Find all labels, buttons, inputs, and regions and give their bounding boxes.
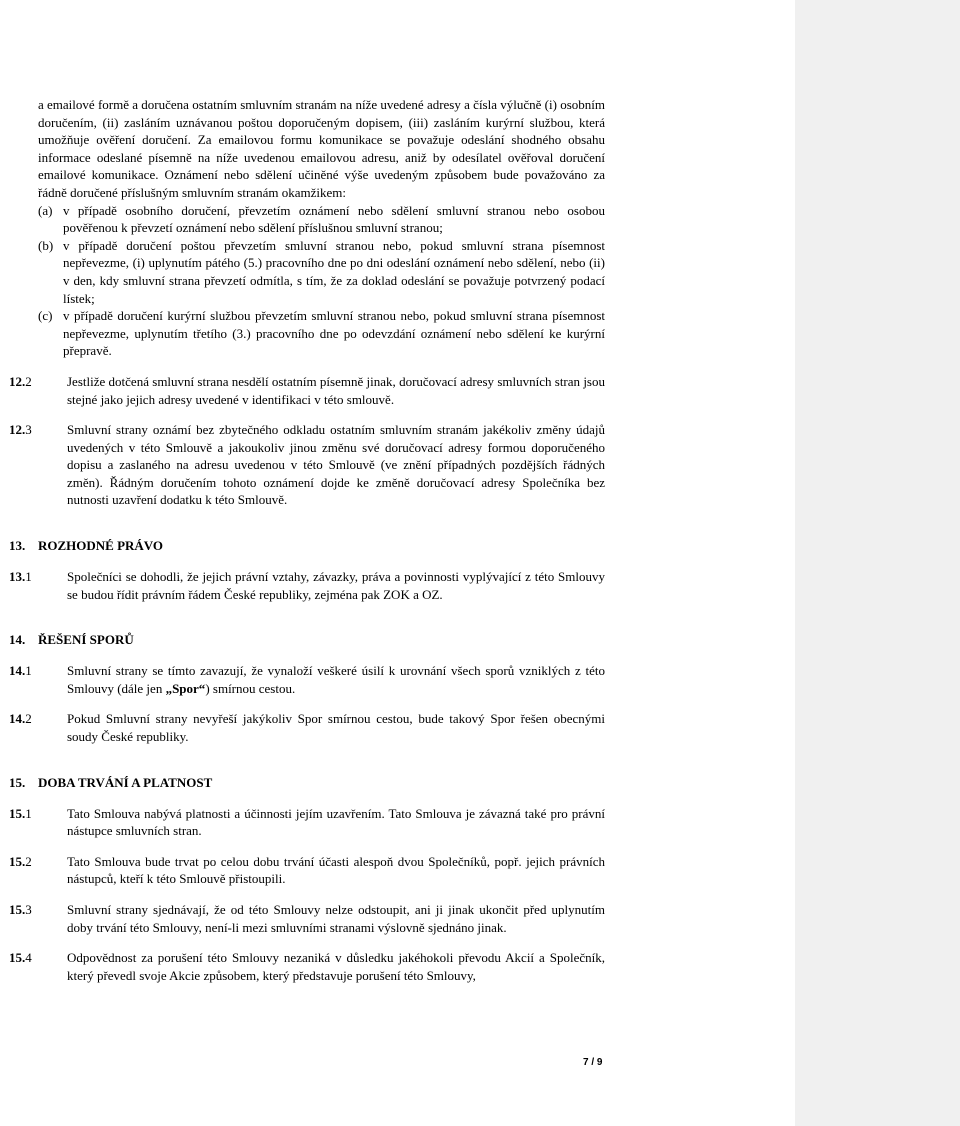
clause-13-1 (9, 568, 605, 603)
clause-number (9, 901, 38, 919)
list-item-text: v případě doručení poštou převzetím smluvní stranou nebo, pokud smluvní strana písemnost nepřevezme, (i) uplynutím pátého (5.) pracovního dne po dni odeslání oznámení nebo sdělení, nebo (ii) v den, kdy smluvní strana převzetí odmítla, s tím, že za doklad odeslání se považuje potvrzený podací lístek; (63, 237, 605, 306)
clause-number (9, 710, 38, 728)
clause-number (9, 373, 38, 391)
clause-number (9, 662, 38, 680)
comment-margin-pane (795, 0, 960, 1126)
clause-text (67, 663, 605, 696)
clause-12-3 (9, 421, 605, 509)
clause-text: Smluvní strany oznámí bez zbytečného odkladu ostatním smluvním stranám jakékoliv změny údajů uvedených v této Smlouvě a jakoukoliv jinou změnu své doručovací adresy formou doporučeného dopisu a zaslaného na adresu uvedenou v této Smlouvě (ve znění případných pozdějších řádných změn). Řádným doručením tohoto oznámení dojde ke změně doručovací adresy Společníka bez nutnosti uzavření dodatku k této Smlouvě. (67, 422, 605, 508)
clause-number-sub: 2 (25, 373, 32, 389)
clause-number-sub: 1 (25, 805, 32, 821)
clause-14-2 (9, 710, 605, 745)
section-heading-14 (9, 631, 605, 649)
clause-number (9, 949, 38, 967)
clause-number (9, 568, 38, 586)
clause-number-main: 12. (9, 373, 26, 389)
clause-number-main: 14. (9, 711, 26, 727)
list-item-label: (a) (38, 202, 53, 218)
section-title: ŘEŠENÍ SPORŮ (38, 632, 134, 648)
clause-number-sub: 4 (25, 950, 32, 966)
clause-text-part: ) smírnou cestou. (205, 680, 296, 696)
list-item-label: (b) (38, 237, 54, 253)
clause-number-sub: 1 (25, 663, 32, 679)
clause-number-sub: 1 (25, 569, 32, 585)
clause-number (9, 805, 38, 823)
clause-12-2 (9, 373, 605, 408)
clause-number-main: 14. (9, 663, 26, 679)
clause-number-main: 15. (9, 902, 26, 917)
clause-number (9, 853, 38, 871)
clause-15-1 (9, 805, 605, 840)
clause-text: Smluvní strany sjednávají, že od této Smlouvy nelze odstoupit, ani ji jinak ukončit před uplynutím doby trvání této Smlouvy, není-li mezi smluvními stranami výslovně sjednáno jinak. (67, 902, 605, 935)
section-number: 13. (9, 538, 26, 554)
clause-number-main: 15. (9, 805, 26, 821)
clause-number-main: 12. (9, 422, 26, 438)
section-number: 15. (9, 774, 26, 790)
section-title: ROZHODNÉ PRÁVO (38, 538, 164, 554)
clause-text: Pokud Smluvní strany nevyřeší jakýkoliv Spor smírnou cestou, bude takový Spor řešen obecnými soudy České republiky. (67, 711, 605, 745)
clause-number-main: 15. (9, 950, 26, 966)
defined-term: „Spor“ (165, 680, 206, 696)
list-item-label: (c) (38, 308, 53, 324)
list-item (38, 307, 605, 360)
document-body (9, 96, 605, 984)
section-heading-13 (9, 537, 605, 555)
clause-number-sub: 3 (25, 902, 32, 917)
clause-15-2 (9, 853, 605, 888)
clause-number (9, 421, 38, 439)
clause-text: Odpovědnost za porušení této Smlouvy nezaniká v důsledku jakéhokoli převodu Akcií a Společník, který převedl svoje Akcie způsobem, který představuje porušení této Smlouvy, (67, 950, 605, 983)
clause-text: Tato Smlouva bude trvat po celou dobu trvání účasti alespoň dvou Společníků, popř. jejich právních nástupců, kteří k této Smlouvě přistoupili. (67, 853, 605, 887)
list-item (38, 237, 605, 307)
clause-text-part: Smluvní strany se tímto zavazují, že vynaloží veškeré úsilí k urovnání všech sporů vzniklých z této Smlouvy (dále jen (67, 663, 605, 696)
section-heading-15 (9, 774, 605, 792)
list-item-text: v případě osobního doručení, převzetím oznámení nebo sdělení smluvní stranou nebo osobou pověřenou k převzetí oznámení nebo sdělení příslušnou smluvní stranou; (63, 202, 605, 236)
intro-paragraph: a emailové formě a doručena ostatním smluvním stranám na níže uvedené adresy a čísla výlučně (i) osobním doručením, (ii) zasláním uznávanou poštou doporučeným dopisem, (iii) zasláním kurýrní službou, která umožňuje ověření doručení. Za emailovou formu komunikace se považuje odeslání shodného obsahu informace odeslané písemně na níže uvedenou emailovou adresu, aniž by odesílatel ověřoval doručení emailové komunikace. Oznámení nebo sdělení učiněné výše uvedeným způsobem bude považováno za řádně doručené příslušným smluvním stranám okamžikem: (38, 97, 605, 200)
clause-text: Společníci se dohodli, že jejich právní vztahy, závazky, práva a povinnosti vyplývající z této Smlouvy se budou řídit právním řádem České republiky, zejména pak ZOK a OZ. (67, 569, 605, 602)
clause-15-4 (9, 949, 605, 984)
clause-text: Jestliže dotčená smluvní strana nesdělí ostatním písemně jinak, doručovací adresy smluvních stran jsou stejné jako jejich adresy uvedené v identifikaci v této smlouvě. (67, 373, 605, 407)
section-title: DOBA TRVÁNÍ A PLATNOST (38, 774, 213, 790)
clause-text: Tato Smlouva nabývá platnosti a účinnosti jejím uzavřením. Tato Smlouva je závazná také pro právní nástupce smluvních stran. (67, 805, 605, 839)
clause-number-sub: 3 (25, 422, 32, 438)
list-item-text: v případě doručení kurýrní službou převzetím smluvní stranou nebo, pokud smluvní strana písemnost nepřevezme, uplynutím třetího (3.) pracovního dne po odevzdání oznámení nebo sdělení ke kurýrní přepravě. (63, 308, 605, 359)
clause-number-sub: 2 (25, 853, 32, 869)
clause-number-main: 13. (9, 569, 26, 585)
clause-number-sub: 2 (25, 711, 32, 727)
section-number: 14. (9, 632, 26, 648)
clause-14-1 (9, 662, 605, 697)
clause-number-main: 15. (9, 853, 26, 869)
clause-15-3 (9, 901, 605, 936)
list-item (38, 202, 605, 237)
page-number: 7 / 9 (583, 1057, 603, 1068)
